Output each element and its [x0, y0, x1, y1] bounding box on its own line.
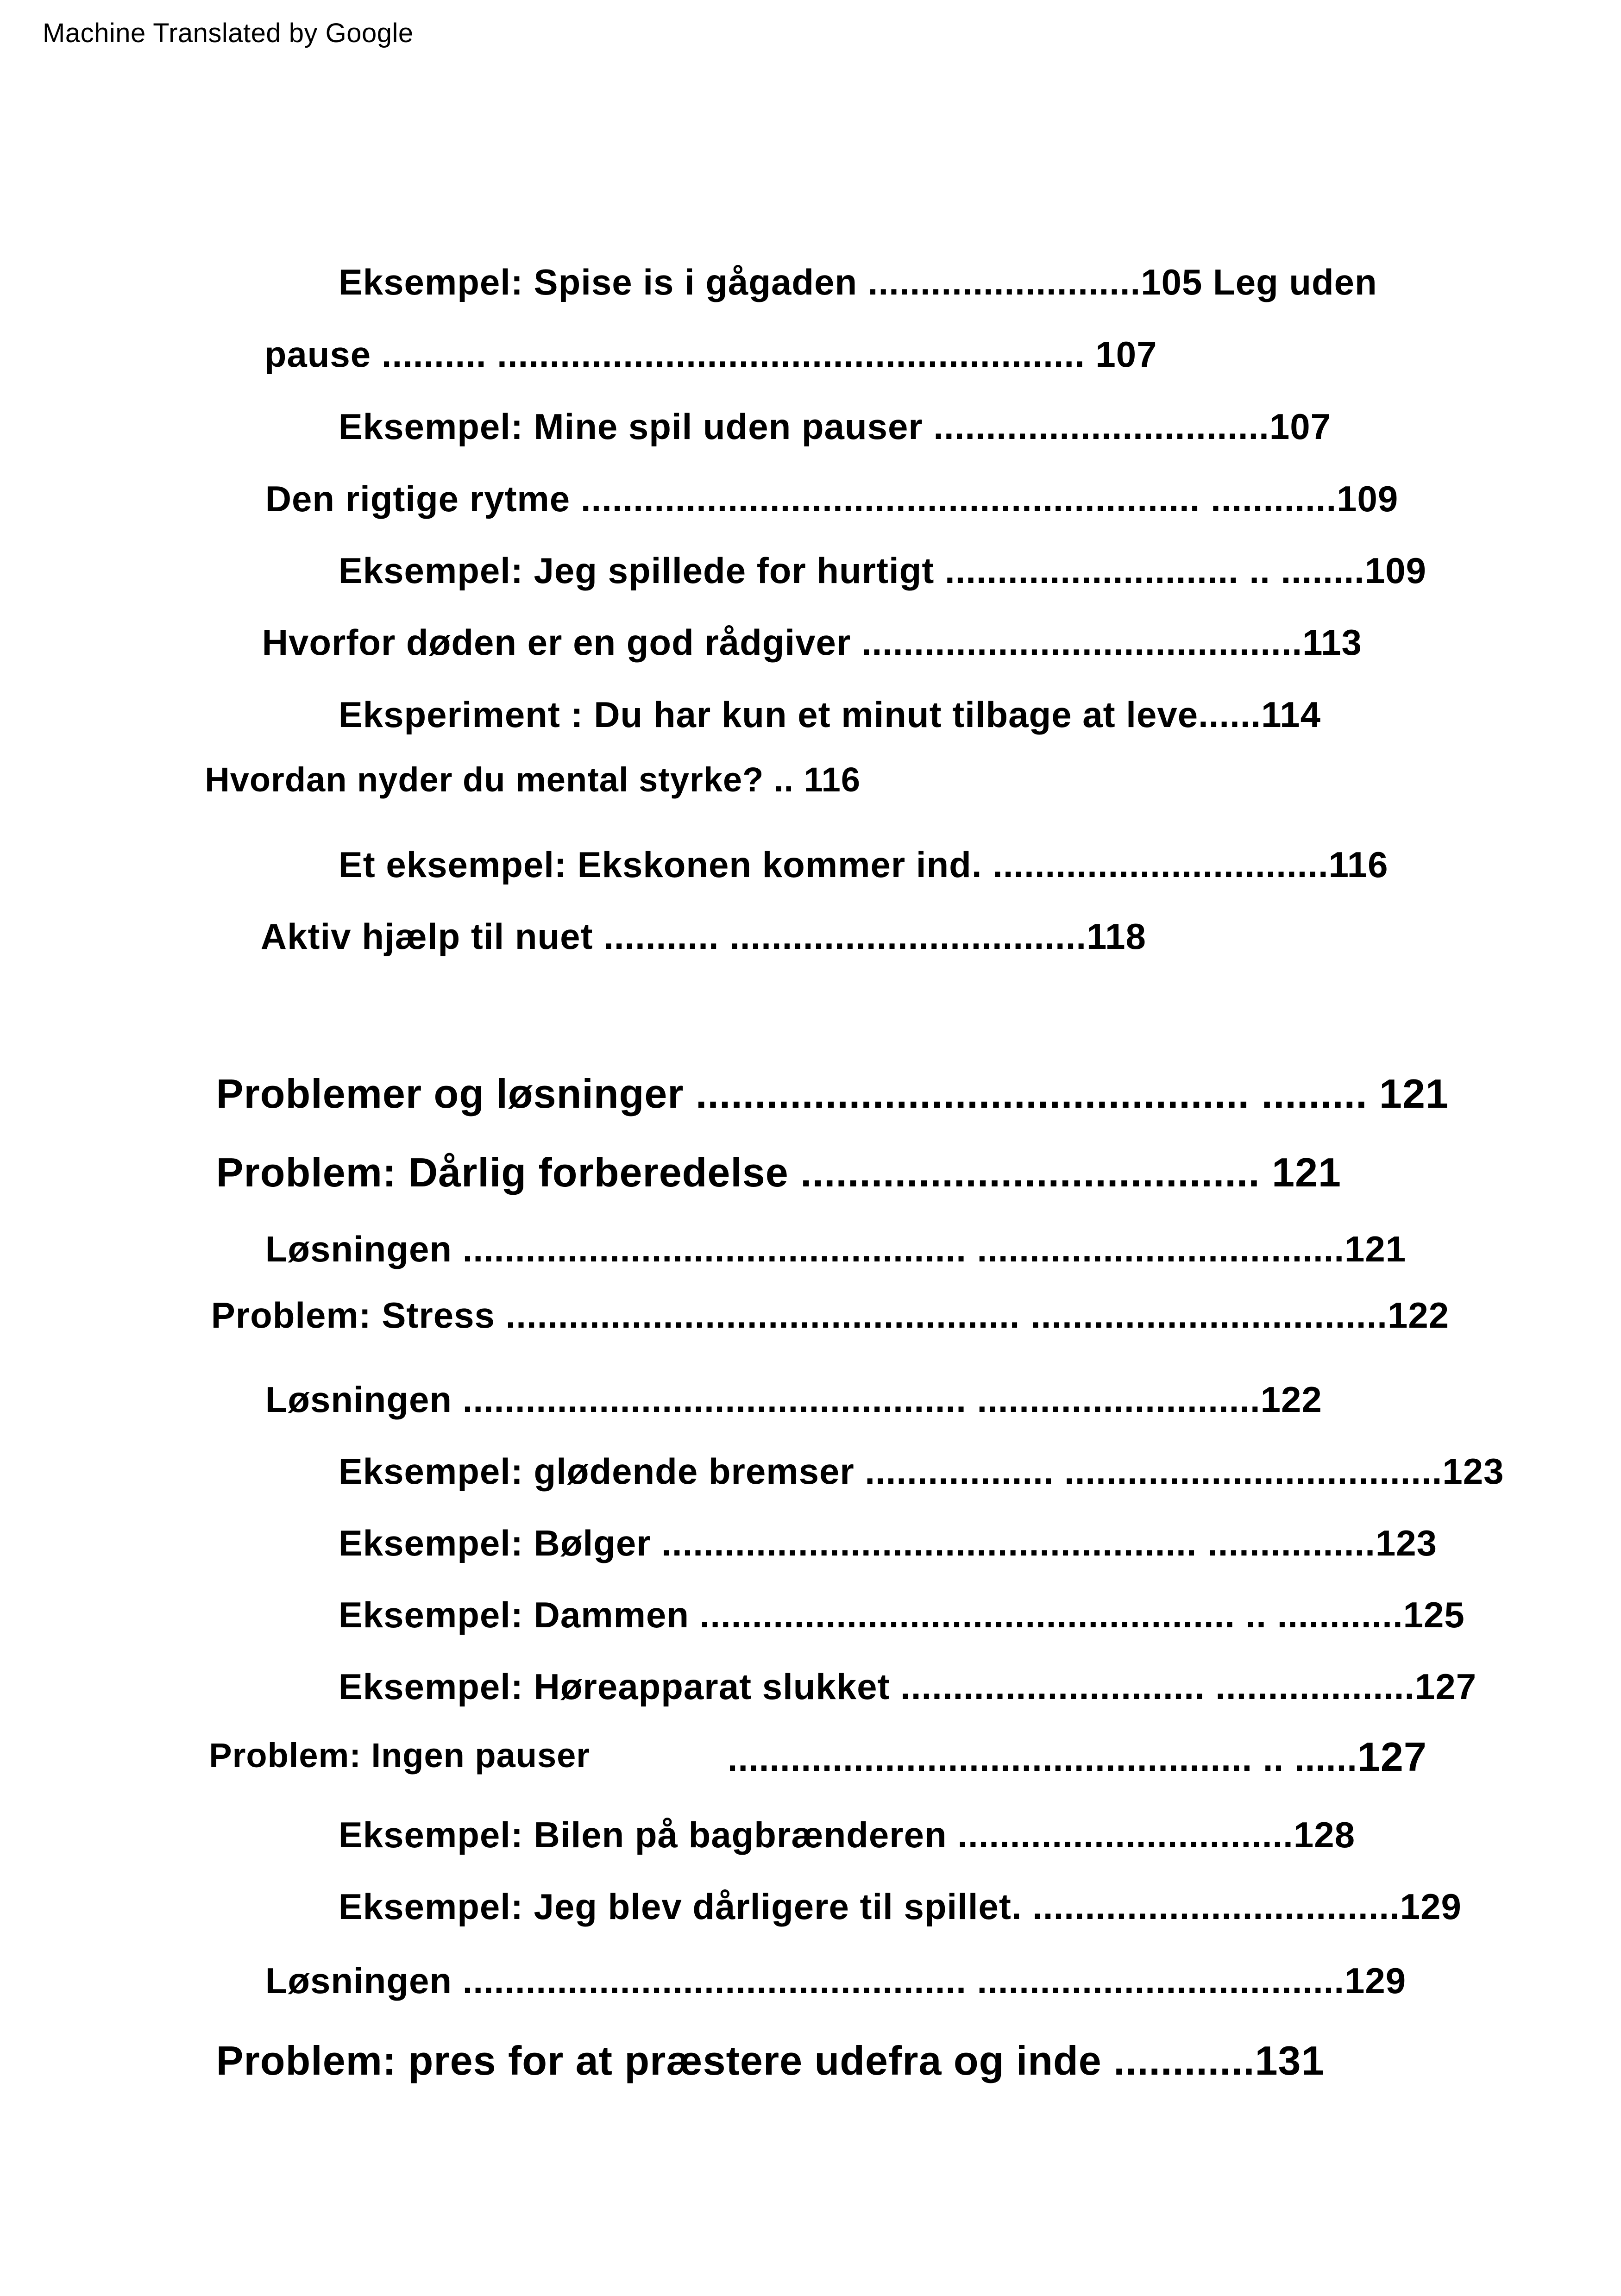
- toc-entry-title: Eksempel: Jeg blev dårligere til spillet.: [338, 1886, 1033, 1927]
- toc-entry-leader: ................................................ ...................................: [462, 1960, 1345, 2001]
- toc-entry-page: 127: [1415, 1666, 1477, 1707]
- toc-entry-page: 116: [1328, 844, 1389, 885]
- toc-entry-page: 109: [1364, 550, 1426, 591]
- toc-entry-page: 105: [1141, 262, 1203, 302]
- toc-entry-page: 107: [1085, 334, 1157, 375]
- toc-entry-leader: ..........................: [867, 262, 1141, 302]
- toc-entry-title: Eksempel: Bilen på bagbrænderen: [338, 1814, 958, 1855]
- toc-entry-leader: ...................................: [1032, 1886, 1400, 1927]
- toc-entry-leader: ................................................. ..................................: [505, 1295, 1388, 1336]
- toc-entry-leader: ..........................................: [861, 622, 1303, 663]
- toc-entry-page: 131: [1255, 2038, 1325, 2083]
- toc-entry-page: 128: [1293, 1814, 1355, 1855]
- toc-entry[interactable]: [220, 882, 1146, 991]
- toc-entry-page: 121: [1367, 1071, 1449, 1117]
- toc-entry-title: Eksempel: Jeg spillede for hurtigt: [338, 550, 945, 591]
- toc-entry-page: 109: [1337, 478, 1399, 519]
- toc-entry-leader: ................................: [933, 406, 1269, 447]
- toc-entry-leader: .................. ....................................: [865, 1451, 1443, 1492]
- toc-entry-title: Eksempel: Spise is i gågaden: [338, 262, 868, 302]
- toc-entry-title: Eksempel: glødende bremser: [338, 1451, 865, 1492]
- toc-entry-title: Den rigtige rytme: [265, 478, 581, 519]
- machine-translated-label: Machine Translated by Google: [43, 18, 414, 48]
- toc-entry-title: Problem: pres for at præstere udefra og inde: [216, 2038, 1114, 2083]
- toc-entry-page: 125: [1403, 1594, 1465, 1635]
- toc-entry-page: 114: [1261, 694, 1321, 735]
- toc-entry-title: Eksperiment : Du har kun et minut tilbage at leve: [338, 694, 1199, 735]
- toc-entry-page: 122: [1260, 1379, 1322, 1420]
- toc-entry-page: 116: [794, 760, 861, 799]
- toc-entry-page: 129: [1400, 1886, 1462, 1927]
- toc-entry-page: 107: [1269, 406, 1331, 447]
- toc-entry-leader: .......................................: [800, 1149, 1260, 1195]
- toc-entry-continuation: Leg uden: [1202, 262, 1377, 302]
- toc-entry-leader: ........................................................... ............: [580, 478, 1337, 519]
- toc-entry-leader: ................................: [957, 1814, 1294, 1855]
- toc-entry-title: Problem: Ingen pauser: [209, 1736, 591, 1775]
- toc-entry-title: Problemer og løsninger: [216, 1071, 696, 1117]
- toc-entry-title: Eksempel: Høreapparat slukket: [338, 1666, 901, 1707]
- toc-entry-leader: ................................................ ...........................: [462, 1379, 1261, 1420]
- toc-entry-page: 122: [1387, 1295, 1450, 1336]
- toc-entry-page: 123: [1375, 1523, 1438, 1563]
- toc-entry-title: Eksempel: Dammen: [338, 1594, 700, 1635]
- toc-entry[interactable]: [169, 2000, 1324, 2122]
- toc-entry-leader: ............................. ...................: [900, 1666, 1415, 1707]
- toc-entry-title: Løsningen: [265, 1960, 463, 2001]
- toc-entry-leader: ............................ .. ........: [944, 550, 1365, 591]
- toc-entry-leader: ......: [1198, 694, 1262, 735]
- toc-entry-leader: ............: [1113, 2038, 1255, 2083]
- toc-entry-title: Eksempel: Mine spil uden pauser: [338, 406, 934, 447]
- toc-entry-title: Problem: Dårlig forberedelse: [216, 1149, 801, 1195]
- toc-entry-leader: ........... ..................................: [603, 916, 1087, 957]
- toc-entry-page: 118: [1087, 916, 1146, 957]
- toc-entry-leader: .......... ........................................................: [381, 334, 1085, 375]
- toc-entry-leader: ................................................... ................: [661, 1523, 1376, 1563]
- toc-entry-page: 129: [1345, 1960, 1407, 2001]
- toc-entry-leader: ..: [773, 760, 794, 799]
- toc-entry-leader: ................................................... .. ............: [699, 1594, 1403, 1635]
- toc-entry-leader: .................................................. .. ......: [727, 1738, 1357, 1779]
- toc-entry-page: 113: [1302, 622, 1362, 663]
- toc-entry-title: Problem: Stress: [211, 1295, 506, 1336]
- toc-entry-leader: ................................................ ...................................: [462, 1229, 1345, 1269]
- toc-entry-page: 121: [1345, 1229, 1407, 1269]
- toc-entry-page: 121: [1260, 1149, 1341, 1195]
- toc-entry-title: Løsningen: [265, 1379, 463, 1420]
- toc-entry-page: 127: [1357, 1734, 1427, 1780]
- toc-entry-title: Et eksempel: Ekskonen kommer ind.: [338, 844, 993, 885]
- toc-entry-title: pause: [264, 334, 382, 375]
- toc-entry-title: Aktiv hjælp til nuet: [260, 916, 604, 957]
- toc-entry-page: 123: [1442, 1451, 1504, 1492]
- toc-entry-leader: ............................................... .........: [695, 1071, 1368, 1117]
- toc-entry-title: Eksempel: Bølger: [338, 1523, 662, 1563]
- toc-entry-leader: ................................: [993, 844, 1329, 885]
- toc-entry-title: Hvorfor døden er en god rådgiver: [262, 622, 861, 663]
- toc-entry-title: Løsningen: [265, 1229, 463, 1269]
- toc-entry-title: Hvordan nyder du mental styrke?: [205, 760, 774, 799]
